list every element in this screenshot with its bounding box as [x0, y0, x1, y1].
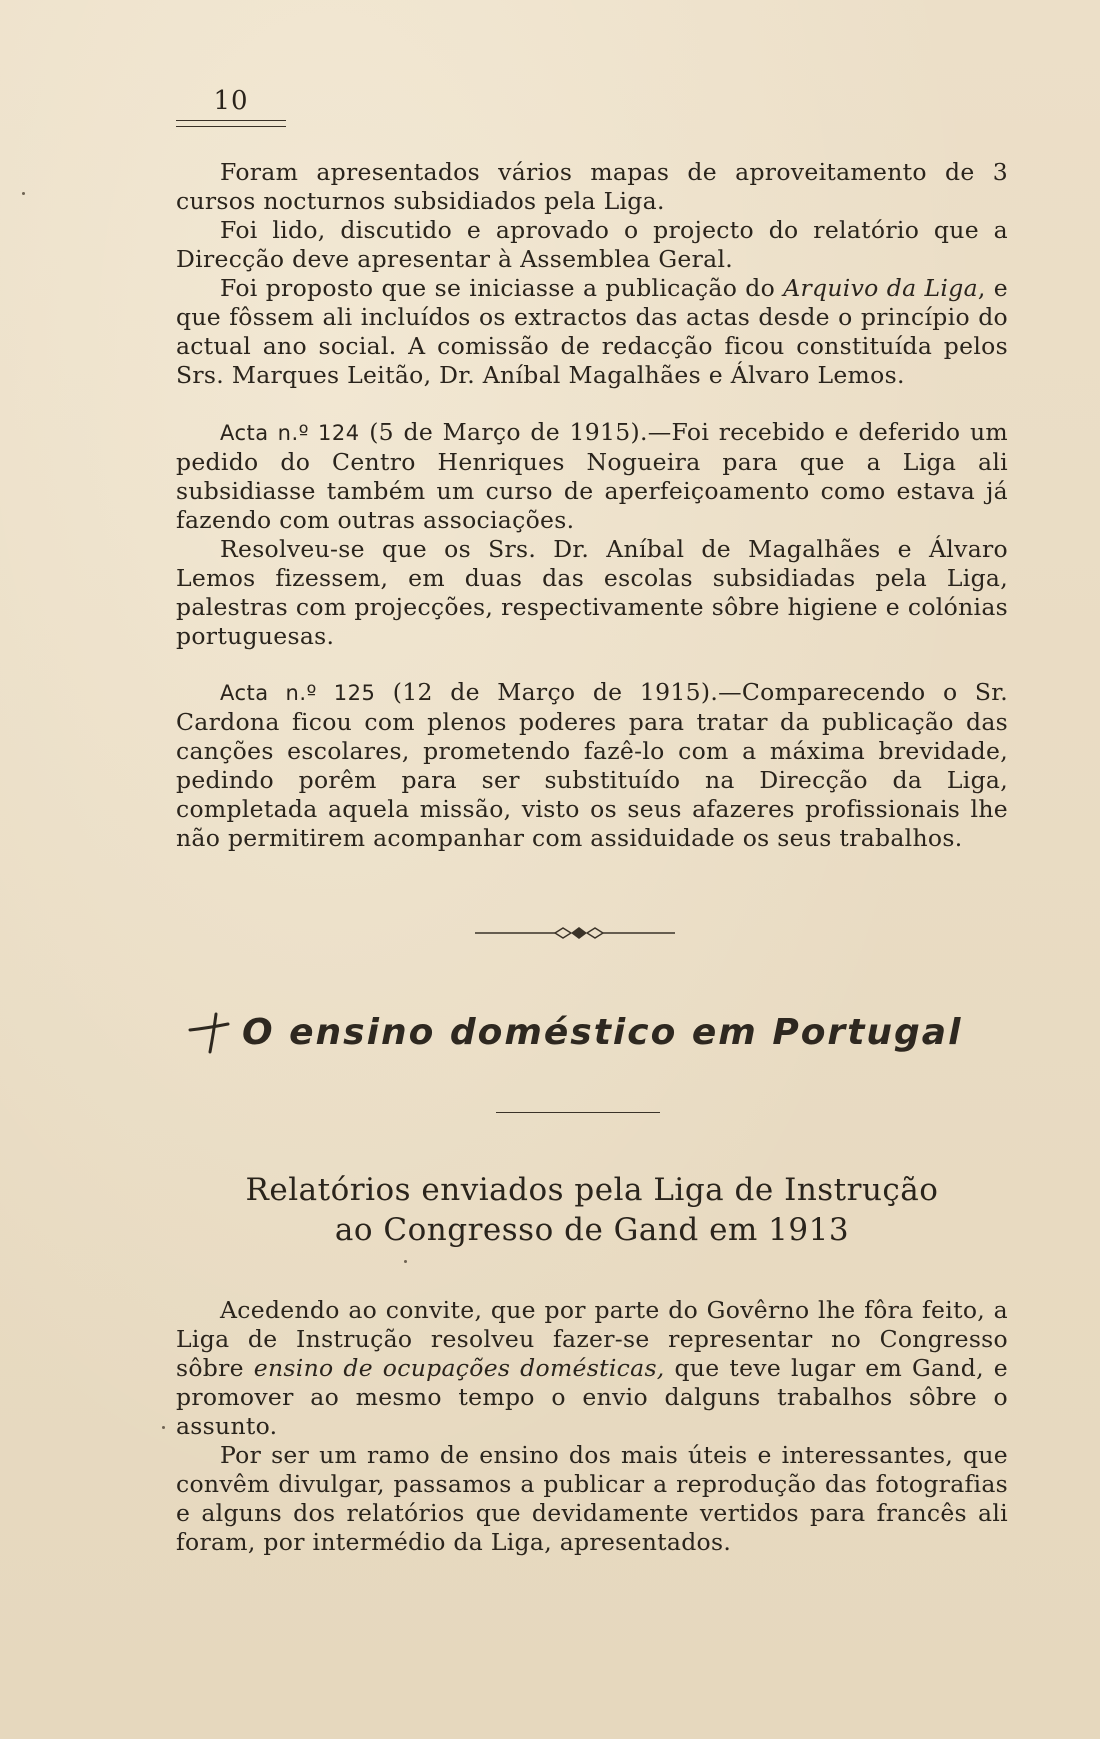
emphasis-italic: ensino de ocupações domésticas, — [253, 1354, 665, 1382]
paragraph-text: (5 de Março de 1915).—Foi recebido e deferido um pedido do Centro Henriques Nogueira para que a Liga ali subsidiasse também um curso de aperfeiçoamento como estava já fazendo com outras associações. — [176, 418, 1008, 534]
paragraph — [176, 418, 1008, 535]
report-intro-block — [176, 1296, 1008, 1557]
minutes-paragraphs-block — [176, 158, 1008, 390]
paragraph-text: que teve lugar em Gand, e promover ao mesmo tempo o envio dalguns trabalhos sôbre o assunto. — [176, 1354, 1008, 1440]
subtitle-line: Relatórios enviados pela Liga de Instrução — [245, 1172, 939, 1208]
handwritten-cross-mark — [186, 1010, 236, 1056]
title-underline-rule — [496, 1112, 660, 1113]
paragraph — [176, 216, 1008, 274]
paper-speck — [404, 1260, 407, 1263]
section-subtitle — [176, 1170, 1008, 1250]
paper-speck — [162, 1426, 165, 1429]
paragraph-text: (12 de Março de 1915).—Comparecendo o Sr. Cardona ficou com plenos poderes para tratar da publicação das canções escolares, prometendo fazê-lo com a máxima brevidade, pedindo porêm para ser substituído na Direcção da Liga, completada aquela missão, visto os seus afazeres profissionais lhe não permitirem acompanhar com assiduidade os seus trabalhos. — [176, 678, 1008, 852]
page-number: 10 — [213, 86, 249, 116]
acta-label: Acta n.º 125 — [220, 681, 376, 705]
paragraph-text: Acedendo ao convite, que por parte do Govêrno lhe fôra feito, a Liga de Instrução resolveu fazer-se representar no Congresso sôbre — [176, 1296, 1008, 1382]
paragraph: Resolveu-se que os Srs. Dr. Aníbal de Magalhães e Álvaro Lemos fizessem, em duas das escolas subsidiadas pela Liga, palestras com projecções, respectivamente sôbre higiene e colónias portuguesas. — [176, 535, 1008, 650]
section-title-text: O ensino doméstico em Portugal — [242, 1012, 963, 1053]
paragraph: Foram apresentados vários mapas de aproveitamento de 3 cursos nocturnos subsidiados pela Liga. — [176, 158, 1008, 215]
publication-title-italic: Arquivo da Liga — [783, 274, 978, 302]
paragraph-text: , e que fôssem ali incluídos os extractos das actas desde o princípio do actual ano social. A comissão de redacção ficou constituída pelos Srs. Marques Leitão, Dr. Aníbal Magalhães e Álvaro Lemos. — [176, 274, 1009, 389]
paragraph — [176, 1296, 1008, 1441]
ornament-divider — [475, 926, 675, 940]
paragraph — [176, 678, 1008, 853]
paragraph-text: Foi lido, discutido e aprovado o projecto do relatório que a Direcção deve apresentar à Assemblea Geral. — [176, 216, 1008, 273]
acta-label: Acta n.º 124 — [220, 421, 360, 445]
header-double-rule — [176, 120, 286, 127]
subtitle-line: ao Congresso de Gand em 1913 — [334, 1212, 850, 1248]
section-title — [186, 1010, 966, 1056]
acta-125-block — [176, 678, 1008, 853]
paragraph: Por ser um ramo de ensino dos mais úteis e interessantes, que convêm divulgar, passamos a publicar a reprodução das fotografias e alguns dos relatórios que devidamente vertidos para francês ali foram, por intermédio da Liga, apresentados. — [176, 1441, 1008, 1556]
paragraph-text: Foi proposto que se iniciasse a publicação do — [220, 274, 784, 302]
paragraph — [176, 274, 1008, 390]
paper-speck — [22, 192, 25, 195]
acta-124-block — [176, 418, 1008, 651]
